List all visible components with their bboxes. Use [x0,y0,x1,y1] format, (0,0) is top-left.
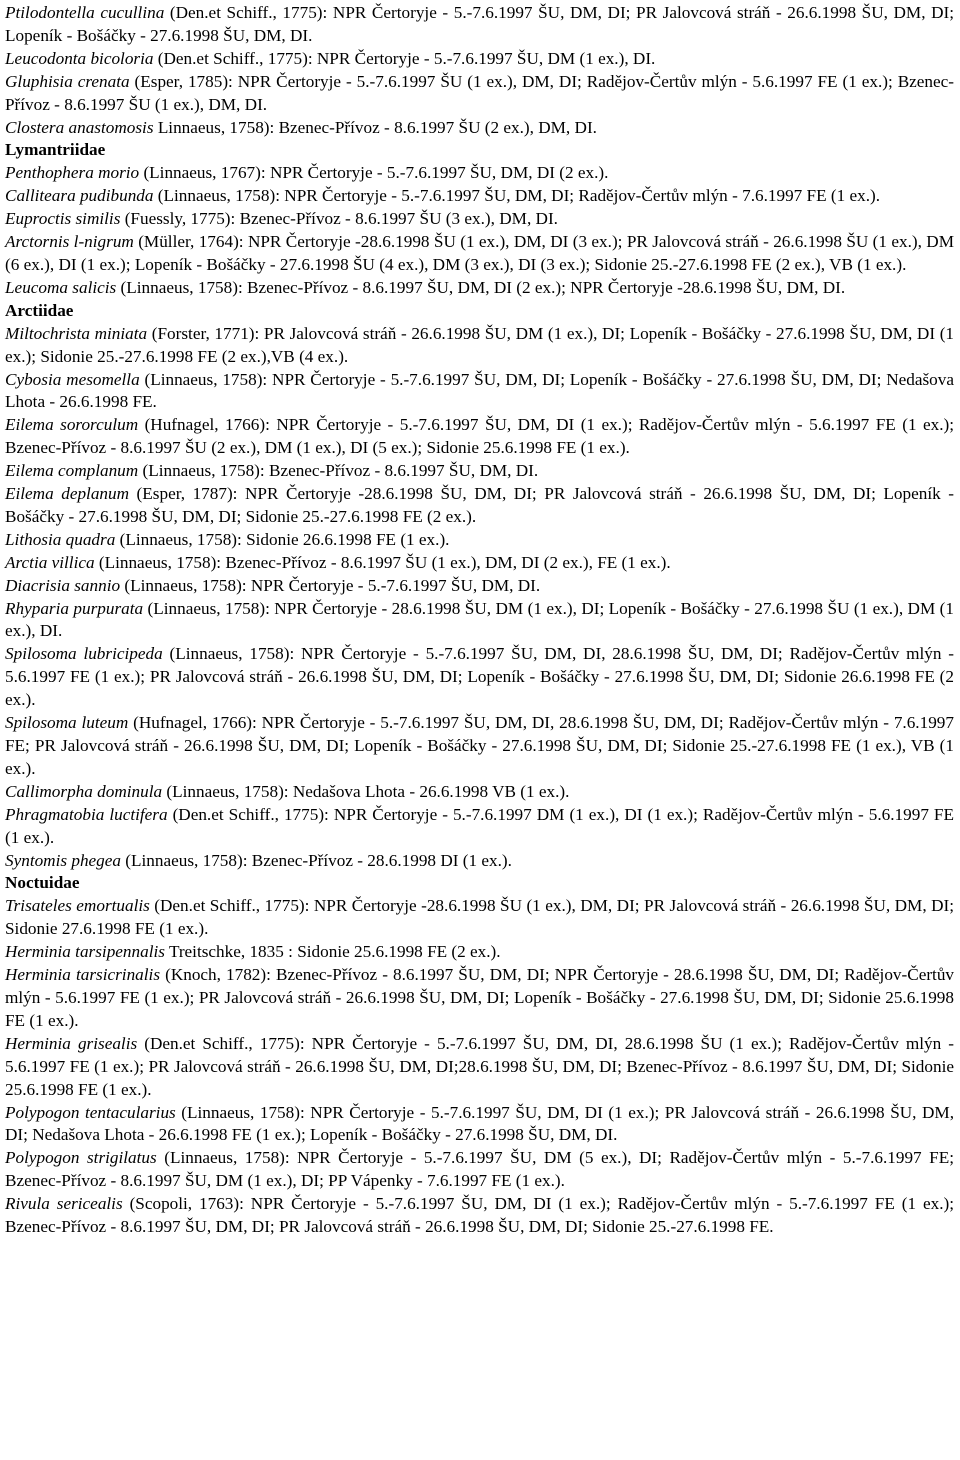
species-record [5,1193,954,1239]
species-name: Herminia tarsicrinalis [5,965,161,985]
species-name: Leucoma salicis [5,277,117,297]
species-record [5,369,954,415]
species-name: Polypogon tentacularius [5,1102,176,1122]
species-record [5,575,954,598]
species-record [5,1102,954,1148]
species-record [5,712,954,781]
record-details: (Linnaeus, 1758): NPR Čertoryje - 5.-7.6.1997 ŠU, DM, DI, 28.6.1998 ŠU, DM, DI; Radějov-Čertův mlýn - 5.6.1997 FE (1 ex.); PR Jalovcová stráň - 26.6.1998 ŠU, DM, DI; Lopeník - Bošáčky - 27.6.1998 ŠU, DM, DI; Sidonie 26.6.1998 FE (2 ex.). [5,644,954,710]
species-record [5,460,954,483]
species-name: Phragmatobia luctifera [5,804,168,824]
species-record [5,895,954,941]
species-name: Ptilodontella cucullina [5,3,165,22]
species-record [5,552,954,575]
family-heading: Arctiidae [5,300,74,320]
record-details: Linnaeus, 1758): Bzenec-Přívoz - 8.6.1997 ŠU (2 ex.), DM, DI. [153,117,597,137]
species-name: Polypogon strigilatus [5,1148,157,1168]
record-details: (Den.et Schiff., 1775): NPR Čertoryje - 5.-7.6.1997 DM (1 ex.), DI (1 ex.); Radějov-Čertův mlýn - 5.6.1997 FE (1 ex.). [5,804,954,847]
species-name: Rhyparia purpurata [5,598,144,618]
species-name: Cybosia mesomella [5,369,140,389]
species-name: Rivula sericealis [5,1194,123,1214]
species-record [5,1147,954,1193]
species-record [5,162,954,185]
species-record [5,48,954,71]
record-details: (Linnaeus, 1758): Bzenec-Přívoz - 8.6.1997 ŠU, DM, DI. [138,461,539,481]
record-details: (Müller, 1764): NPR Čertoryje -28.6.1998 ŠU (1 ex.), DM, DI (3 ex.); PR Jalovcová stráň - 26.6.1998 ŠU (1 ex.), DM (6 ex.), DI (1 ex.); Lopeník - Bošáčky - 27.6.1998 ŠU (4 ex.), DM (3 ex.), DI (3 ex.); Sidonie 25.-27.6.1998 FE (2 ex.), VB (1 ex.). [5,232,954,274]
species-record [5,643,954,712]
species-name: Clostera anastomosis [5,117,154,137]
record-details: (Linnaeus, 1758): NPR Čertoryje - 5.-7.6.1997 ŠU, DM, DI (1 ex.); PR Jalovcová stráň - 26.6.1998 ŠU, DM, DI; Nedašova Lhota - 26.6.1998 FE (1 ex.); Lopeník - Bošáčky - 27.6.1998 ŠU, DM, DI. [5,1102,955,1145]
record-details: (Den.et Schiff., 1775): NPR Čertoryje - 5.-7.6.1997 ŠU, DM, DI; PR Jalovcová stráň - 26.6.1998 ŠU, DM, DI; Lopeník - Bošáčky - 27.6.1998 ŠU, DM, DI. [5,3,954,45]
record-details: (Hufnagel, 1766): NPR Čertoryje - 5.-7.6.1997 ŠU, DM, DI, 28.6.1998 ŠU, DM, DI; Radějov-Čertův mlýn - 7.6.1997 FE; PR Jalovcová stráň - 26.6.1998 ŠU, DM, DI; Lopeník - Bošáčky - 27.6.1998 ŠU, DM, DI; Sidonie 25.-27.6.1998 FE (1 ex.), VB (1 ex.). [5,713,954,778]
species-name: Callimorpha dominula [5,781,163,801]
record-details: (Esper, 1785): NPR Čertoryje - 5.-7.6.1997 ŠU (1 ex.), DM, DI; Radějov-Čertův mlýn - 5.6.1997 FE (1 ex.); Bzenec-Přívoz - 8.6.1997 ŠU (1 ex.), DM, DI. [5,71,954,114]
species-record [5,2,954,48]
record-details: Treitschke, 1835 : Sidonie 25.6.1998 FE (2 ex.). [164,942,501,962]
record-details: (Den.et Schiff., 1775): NPR Čertoryje - 5.-7.6.1997 ŠU, DM, DI, 28.6.1998 ŠU (1 ex.); Radějov-Čertův mlýn - 5.6.1997 FE (1 ex.); PR Jalovcová stráň - 26.6.1998 ŠU, DM, DI;28.6.1998 ŠU, DM, DI; Bzenec-Přívoz - 8.6.1997 ŠU, DM, DI; Sidonie 25.6.1998 FE (1 ex.). [5,1033,955,1099]
species-name: Arctornis l-nigrum [5,232,134,252]
record-details: (Linnaeus, 1758): NPR Čertoryje - 5.-7.6.1997 ŠU, DM, DI; Lopeník - Bošáčky - 27.6.1998 ŠU, DM, DI; Nedašova Lhota - 26.6.1998 FE. [5,369,954,412]
record-details: (Linnaeus, 1758): NPR Čertoryje - 5.-7.6.1997 ŠU, DM, DI. [120,575,541,595]
species-record [5,277,954,300]
record-details: (Forster, 1771): PR Jalovcová stráň - 26.6.1998 ŠU, DM (1 ex.), DI; Lopeník - Bošáčky - 27.6.1998 ŠU, DM, DI (1 ex.); Sidonie 25.-27.6.1998 FE (2 ex.),VB (4 ex.). [5,323,955,366]
species-name: Eilema sororculum [5,415,139,435]
species-record [5,1033,954,1102]
species-record [5,529,954,552]
species-record [5,414,954,460]
species-name: Diacrisia sannio [5,575,121,595]
species-name: Leucodonta bicoloria [5,48,154,68]
species-record [5,964,954,1033]
species-name: Spilosoma lubricipeda [5,644,163,664]
species-name: Herminia tarsipennalis [5,942,165,962]
species-record [5,117,954,140]
species-record [5,804,954,850]
species-record [5,850,954,873]
record-details: (Den.et Schiff., 1775): NPR Čertoryje - 5.-7.6.1997 ŠU, DM (1 ex.), DI. [153,48,656,68]
species-record [5,598,954,644]
species-record [5,208,954,231]
species-name: Arctia villica [5,552,95,572]
record-details: (Hufnagel, 1766): NPR Čertoryje - 5.-7.6.1997 ŠU, DM, DI (1 ex.); Radějov-Čertův mlýn - 5.6.1997 FE (1 ex.); Bzenec-Přívoz - 8.6.1997 ŠU (2 ex.), DM (1 ex.), DI (5 ex.); Sidonie 25.6.1998 FE (1 ex.). [5,415,955,458]
species-name: Trisateles emortualis [5,896,150,916]
record-details: (Linnaeus, 1758): NPR Čertoryje - 5.-7.6.1997 ŠU, DM, DI; Radějov-Čertův mlýn - 7.6.1997 FE (1 ex.). [153,186,881,206]
record-details: (Esper, 1787): NPR Čertoryje -28.6.1998 ŠU, DM, DI; PR Jalovcová stráň - 26.6.1998 ŠU, DM, DI; Lopeník - Bošáčky - 27.6.1998 ŠU, DM, DI; Sidonie 25.-27.6.1998 FE (2 ex.). [5,484,954,526]
record-details: (Knoch, 1782): Bzenec-Přívoz - 8.6.1997 ŠU, DM, DI; NPR Čertoryje - 28.6.1998 ŠU, DM, DI; Radějov-Čertův mlýn - 5.6.1997 FE (1 ex.); PR Jalovcová stráň - 26.6.1998 ŠU, DM, DI; Lopeník - Bošáčky - 27.6.1998 ŠU, DM, DI; Sidonie 25.6.1998 FE (1 ex.). [5,965,955,1030]
record-details: (Linnaeus, 1758): Nedašova Lhota - 26.6.1998 VB (1 ex.). [162,781,570,801]
family-heading: Lymantriidae [5,140,106,160]
record-details: (Linnaeus, 1758): NPR Čertoryje - 28.6.1998 ŠU, DM (1 ex.), DI; Lopeník - Bošáčky - 27.6.1998 ŠU (1 ex.), DM (1 ex.), DI. [5,598,954,641]
species-record [5,185,954,208]
family-heading: Noctuidae [5,873,80,893]
species-name: Syntomis phegea [5,850,121,870]
species-record [5,781,954,804]
species-record [5,941,954,964]
record-details: (Linnaeus, 1767): NPR Čertoryje - 5.-7.6.1997 ŠU, DM, DI (2 ex.). [139,163,609,183]
record-details: (Scopoli, 1763): NPR Čertoryje - 5.-7.6.1997 ŠU, DM, DI (1 ex.); Radějov-Čertův mlýn - 5.-7.6.1997 FE (1 ex.); Bzenec-Přívoz - 8.6.1997 ŠU, DM, DI; PR Jalovcová stráň - 26.6.1998 ŠU, DM, DI; Sidonie 25.-27.6.1998 FE. [5,1194,954,1237]
species-name: Calliteara pudibunda [5,186,154,206]
species-record [5,231,954,277]
record-details: (Linnaeus, 1758): Sidonie 26.6.1998 FE (1 ex.). [115,529,450,549]
species-name: Gluphisia crenata [5,71,130,91]
species-name: Spilosoma luteum [5,713,129,733]
species-name: Herminia grisealis [5,1033,138,1053]
species-name: Euproctis similis [5,209,121,229]
species-record [5,483,954,529]
record-details: (Linnaeus, 1758): Bzenec-Přívoz - 28.6.1998 DI (1 ex.). [121,850,512,870]
record-details: (Linnaeus, 1758): NPR Čertoryje - 5.-7.6.1997 ŠU, DM (5 ex.), DI; Radějov-Čertův mlýn - 5.-7.6.1997 FE; Bzenec-Přívoz - 8.6.1997 ŠU, DM (1 ex.), DI; PP Vápenky - 7.6.1997 FE (1 ex.). [5,1148,954,1191]
species-name: Eilema complanum [5,461,139,481]
record-details: (Den.et Schiff., 1775): NPR Čertoryje -28.6.1998 ŠU (1 ex.), DM, DI; PR Jalovcová stráň - 26.6.1998 ŠU, DM, DI; Sidonie 27.6.1998 FE (1 ex.). [5,896,954,939]
species-name: Lithosia quadra [5,529,116,549]
record-details: (Linnaeus, 1758): Bzenec-Přívoz - 8.6.1997 ŠU, DM, DI (2 ex.); NPR Čertoryje -28.6.1998 ŠU, DM, DI. [116,277,846,297]
species-name: Eilema deplanum [5,484,130,504]
species-name: Miltochrista miniata [5,323,148,343]
species-record [5,71,954,117]
record-details: (Linnaeus, 1758): Bzenec-Přívoz - 8.6.1997 ŠU (1 ex.), DM, DI (2 ex.), FE (1 ex.). [94,552,671,572]
species-record [5,323,954,369]
record-details: (Fuessly, 1775): Bzenec-Přívoz - 8.6.1997 ŠU (3 ex.), DM, DI. [120,209,558,229]
species-name: Penthophera morio [5,163,140,183]
